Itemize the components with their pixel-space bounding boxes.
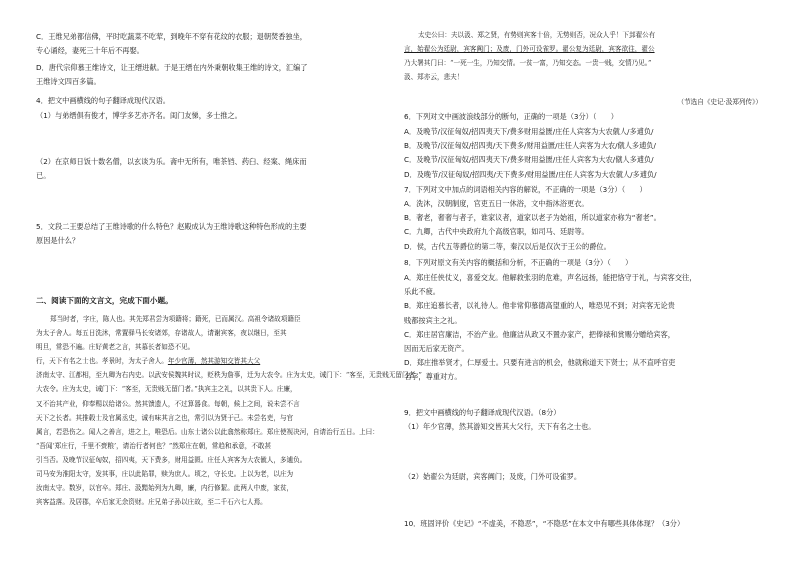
q8-option-d-cont: 名字，尊重对方。: [404, 372, 462, 382]
passage-continuation: [404, 28, 762, 84]
question-6: 6．下列对文中画波浪线部分的断句，正确的一项是（3分）（ ）: [404, 112, 618, 121]
q8-option-a-cont: 乐此不疲。: [404, 287, 440, 297]
question-7-options: [404, 197, 762, 254]
passage-cont-line-4: 汲、郑亦云，悲夫！: [404, 73, 464, 82]
passage-line-1: 郑当时者，字庄，陈人也。其先郑君尝为项籍将；籍死，已而属汉。高祖令诸故项籍臣: [50, 315, 301, 323]
q8-option-b[interactable]: B．郑庄追慕长者，以礼待人。他非常仰慕德高望重的人，唯恐见不到；对宾客无论贵: [404, 301, 675, 311]
option-d: [36, 61, 376, 89]
question-5-line-1: 5．文段二王要总结了王维诗歌的什么特色？赵殿成认为王维诗歌这种特色形成的主要: [36, 222, 307, 231]
question-9: 9．把文中画横线的句子翻译成现代汉语。（8分）: [404, 408, 561, 417]
q6-option-a[interactable]: A．及晚节/汉征匈奴/招四夷天下/费多财用益匮/庄任人宾客为大农僦人/多逋负/: [404, 127, 654, 136]
option-d-line-1: D．唐代宗仰慕王维诗文，让王缙进献。于是王缙在内外秉朝收集王维的诗文，汇编了: [36, 63, 308, 72]
underlined-sentence-1: 年少官薄，然其游知交皆其大父: [167, 357, 261, 366]
q8-option-a[interactable]: A．郑庄任侠仗义，喜爱交友。他解救张羽的危难，声名远扬，能把恪守于礼，与宾客交往，: [404, 273, 697, 282]
passage-line-3: 明旦，常恐不遍。庄好黄老之言，其慕长者如恐不见。: [36, 343, 195, 352]
passage-line-12: 司马安为淮阳太守，发其事，庄以此陷罪，赎为庶人。顷之，守长史。上以为老，以庄为: [36, 470, 294, 479]
q7-option-c[interactable]: C．九卿，古代中央政府九个高级官职，如司马、廷尉等。: [404, 227, 589, 237]
passage-line-13: 汝南太守。数岁，以官卒。郑庄、汲黯始列为九卿，廉，内行修絜。此两人中废，家贫，: [36, 484, 294, 493]
q8-option-c[interactable]: C．郑庄居官廉洁，不治产业。他廉洁从政又不置办家产，把俸禄和赏赐分赠给宾客，: [404, 329, 675, 339]
question-5-line-2: 原因是什么？: [36, 236, 80, 246]
passage-line-4-prefix: 行，天下有名之士也。孝景时，为太子舍人。: [36, 357, 168, 366]
passage-cont-line-2: 言，始翟公为廷尉，宾客阗门；及废，门外可设雀罗。翟公复为廷尉，宾客欲往，翟公: [404, 45, 655, 54]
question-5: [36, 220, 376, 248]
question-10: 10．班固评价《史记》“不虚美，不隐恶”，“不隐恶”在本文中有哪些具体体现？（3分）: [404, 519, 685, 528]
question-6-options: [404, 125, 762, 182]
passage-line-14: 宾客益落。及居郡，卒后家无余资财。庄兄弟子孙以庄故，至二千石六七人焉。: [36, 498, 267, 507]
q7-option-a[interactable]: A．洗沐，汉朝制度，官吏五日一休浴，文中指沐浴更衣。: [404, 199, 589, 208]
question-8: 8．下列对原文有关内容的概括和分析，不正确的一项是（3分）（ ）: [404, 258, 633, 267]
question-4-1: （1）与弟缙俱有俊才，博学多艺亦齐名。闺门友悌，多士推之。: [36, 111, 242, 120]
passage-source: （节选自《史记·汲郑列传》）: [677, 98, 762, 106]
q6-option-d[interactable]: D．及晚节/汉征匈奴/招四夷/天下费多/财用益匮/庄任人宾客为大农僦人/多逋负/: [404, 169, 657, 179]
passage-line-6: 大农令。庄为太史，诫门下：“客至，无贵贱无留门者。”执宾主之礼，以其贵下人。庄廉，: [36, 385, 297, 394]
option-d-line-2: 王维诗文四百多篇。: [36, 77, 101, 87]
passage-line-5: 济南太守、江都相，至九卿为右内史。以武安侯魏其时议，贬秩为詹事，迁为大农令。庄为太史，诫门下：“客至，无贵贱无留门者。”: [36, 371, 422, 380]
passage-line-10: “吾闻‘郑庄行，千里不赍粮’，请治行者何也？”然郑庄在朝，常趋和承意，不敢甚: [36, 441, 272, 450]
passage-cont-line-1: 太史公曰：夫以汲、郑之贤，有势则宾客十倍，无势则否，况众人乎！下邽翟公有: [418, 31, 656, 39]
q6-option-c[interactable]: C．及晚节/汉征匈奴/招四夷天下/费多财用益匮/庄任人宾客为大农/僦人多逋负/: [404, 155, 654, 165]
passage-line-2: 为太子舍人。每五日洗沐，常置驿马长安诸郊，存诸故人，请谢宾客，夜以继日，至其: [36, 329, 287, 338]
q8-option-c-cont: 因而无后家无资产。: [404, 344, 469, 354]
option-c-line-2: 专心诵经，妻死三十年后不再娶。: [36, 46, 144, 56]
question-9-1: （1）年少官薄，然其游知交皆其大父行，天下有名之士也。: [404, 422, 596, 431]
passage-line-7: 又不治其产业，仰奉赐以给诸公。然其馈遗人，不过算器食。每朝，候上之间，说未尝不言: [36, 399, 300, 408]
q8-option-d[interactable]: D．郑庄推举贤才，仁厚爱士。只要有进言的机会，他就称道天下贤士；从不直呼官吏: [404, 358, 676, 368]
passage-line-11: 引当否。及晚节汉征匈奴，招四夷，天下费多，财用益匮。庄任人宾客为大农僦人，多逋负。: [36, 455, 307, 464]
question-4-2-line-1: （2）在京师日饭十数名僧，以玄谈为乐。斋中无所有，唯茶铛、药臼、经案、绳床而: [36, 157, 307, 166]
question-8-options: [404, 271, 762, 385]
q6-option-b[interactable]: B．及晚节/汉征匈奴/招四夷/天下费多/财用益匮/庄任人宾客为大农/僦人多逋负/: [404, 141, 656, 151]
passage-line-4: [36, 354, 376, 368]
passage-text: [36, 312, 422, 509]
question-4: 4．把文中画横线的句子翻译成现代汉语。: [36, 96, 170, 105]
question-4-2-line-2: 已。: [36, 171, 51, 181]
question-7: 7．下列对文中加点的词语相关内容的解说，不正确的一项是（3分）（ ）: [404, 185, 647, 194]
passage-line-9: 属言，若恐伤之。闻人之善言，进之上，唯恐后。山东士诸公以此翕然称郑庄。郑庄使视决河，自请治行五日。上曰：: [36, 427, 379, 436]
passage-cont-line-3: 乃大署其门曰：“一死一生，乃知交情。一贫一富，乃知交态。一贵一贱，交情乃见。”: [404, 59, 652, 68]
q8-option-b-cont: 贱都按宾主之礼。: [404, 315, 462, 325]
option-c: [36, 30, 376, 58]
section-title: 二、阅读下面的文言文，完成下面小题。: [36, 296, 173, 305]
passage-line-8: 天下之长者。其推毂士及官属丞史，诚有味其言之也，常引以为贤于己。未尝名吏，与官: [36, 413, 294, 422]
question-4-2: [36, 155, 376, 183]
q7-option-d[interactable]: D．侯，古代五等爵位的第二等，秦汉以后是仅次于王公的爵位。: [404, 241, 611, 251]
q7-option-b[interactable]: B．奢老，奢奢与者子，谁家议者，道家以老子为始祖，所以道家亦称为“奢老”。: [404, 213, 661, 223]
question-9-2: （2）始翟公为廷尉，宾客阗门；及废，门外可设雀罗。: [404, 472, 582, 481]
option-c-line-1: C．王维兄弟都信佛，平时吃蔬菜不吃荤，到晚年不穿有花纹的衣服；退朝焚香独坐，: [36, 32, 307, 41]
